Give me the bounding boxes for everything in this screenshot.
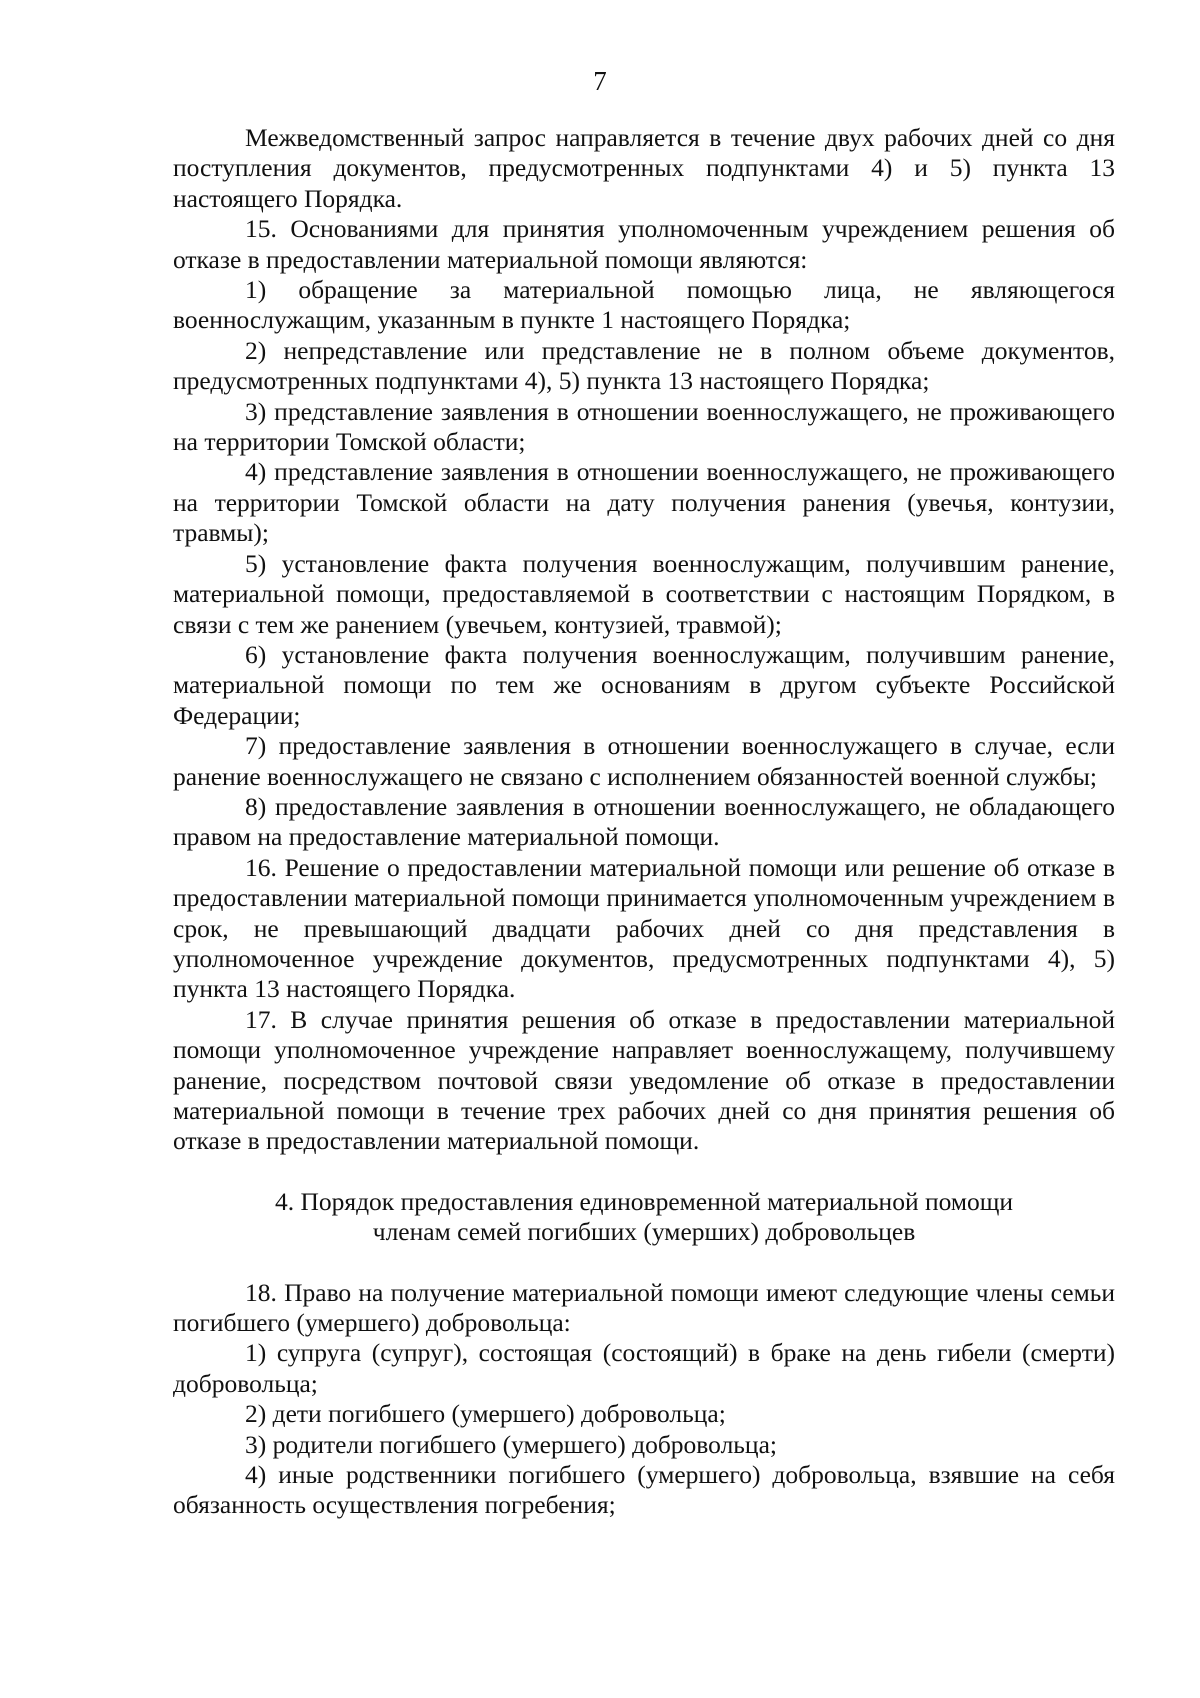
list-item: 4) иные родственники погибшего (умершего) добровольца, взявшие на себя обязанность осуществления погребения; <box>173 1460 1115 1520</box>
list-item: 2) дети погибшего (умершего) добровольца; <box>245 1399 726 1429</box>
list-item: 6) установление факта получения военнослужащим, получившим ранение, материальной помощи по тем же основаниям в другом субъекте Российской Федерации; <box>173 639 1115 730</box>
list-item: 1) обращение за материальной помощью лица, не являющегося военнослужащим, указанным в пункте 1 настоящего Порядка; <box>173 275 1115 335</box>
list-item: 3) родители погибшего (умершего) добровольца; <box>245 1429 777 1459</box>
list-item: 8) предоставление заявления в отношении военнослужащего, не обладающего правом на предоставление материальной помощи. <box>173 791 1115 852</box>
list-item: 4) представление заявления в отношении военнослужащего, не проживающего на территории Томской области на дату получения ранения (увечья, контузии, травмы); <box>173 457 1115 548</box>
section-heading-line: 4. Порядок предоставления единовременной материальной помощи <box>274 1186 1014 1216</box>
list-item: 7) предоставление заявления в отношении военнослужащего в случае, если ранение военнослужащего не связано с исполнением обязанностей военной службы; <box>173 731 1115 791</box>
list-item: 5) установление факта получения военнослужащим, получившим ранение, материальной помощи, предоставляемой в соответствии с настоящим Порядком, в связи с тем же ранением (увечьем, контузией, травмой); <box>173 548 1115 639</box>
list-item: 1) супруга (супруг), состоящая (состоящий) в браке на день гибели (смерти) добровольца; <box>173 1338 1115 1398</box>
page-number: 7 <box>593 66 607 96</box>
section-heading <box>173 1187 1115 1248</box>
paragraph: 15. Основаниями для принятия уполномоченным учреждением решения об отказе в предоставлении материальной помощи являются: <box>173 214 1115 274</box>
section-heading-line: членам семей погибших (умерших) добровольцев <box>372 1217 916 1247</box>
paragraph: 18. Право на получение материальной помощи имеют следующие члены семьи погибшего (умершего) добровольца: <box>173 1277 1115 1338</box>
paragraph: 16. Решение о предоставлении материальной помощи или решение об отказе в предоставлении материальной помощи принимается уполномоченным учреждением в срок, не превышающий двадцати рабочих дней со дня представления в уполномоченное учреждение документов, предусмотренных подпунктами 4), 5) пункта 13 настоящего Порядка. <box>173 852 1115 1004</box>
paragraph: 17. В случае принятия решения об отказе в предоставлении материальной помощи уполномоченное учреждение направляет военнослужащему, получившему ранение, посредством почтовой связи уведомление об отказе в предоставлении материальной помощи в течение трех рабочих дней со дня принятия решения об отказе в предоставлении материальной помощи. <box>173 1004 1115 1156</box>
list-item: 2) непредставление или представление не в полном объеме документов, предусмотренных подпунктами 4), 5) пункта 13 настоящего Порядка; <box>173 335 1115 396</box>
list-item: 3) представление заявления в отношении военнослужащего, не проживающего на территории Томской области; <box>173 396 1115 457</box>
document-body <box>173 123 1115 1521</box>
paragraph: Межведомственный запрос направляется в течение двух рабочих дней со дня поступления документов, предусмотренных подпунктами 4) и 5) пункта 13 настоящего Порядка. <box>173 123 1115 213</box>
